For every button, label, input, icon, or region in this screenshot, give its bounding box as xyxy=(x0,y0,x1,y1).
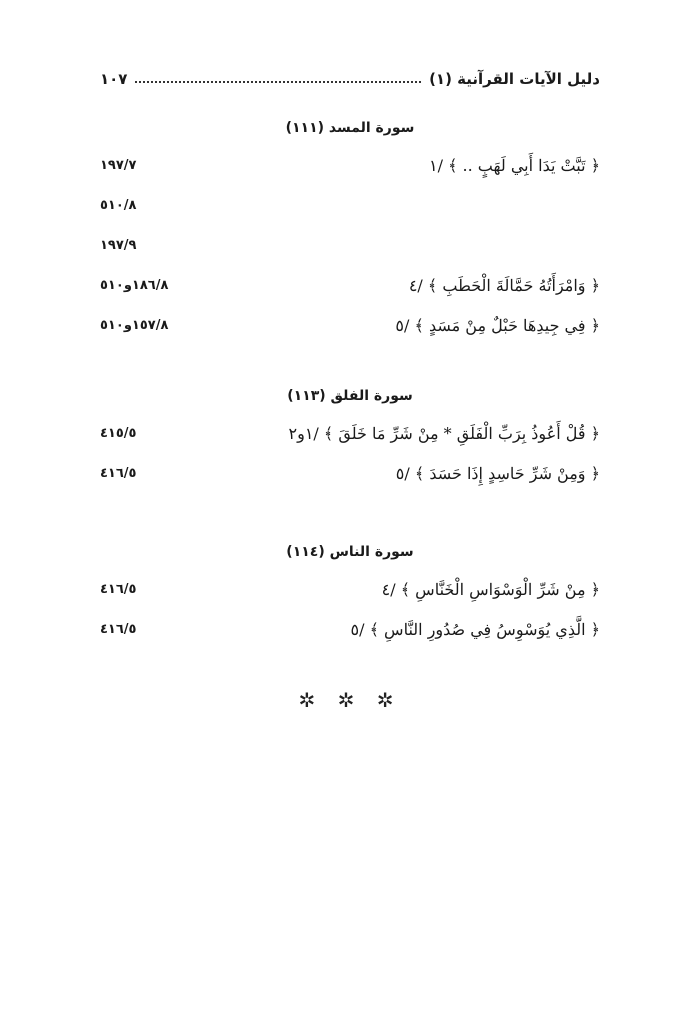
page-reference: ١٩٧/٧ xyxy=(100,158,137,173)
page-reference: ٥١٠/٨ xyxy=(100,198,137,213)
page-number: ١٠٧ xyxy=(100,70,128,88)
section-title: سورة المسد (١١١) xyxy=(285,120,415,136)
section-al-masad xyxy=(100,116,600,350)
index-entry xyxy=(100,574,600,614)
page-reference: ١٥٧/٨و٥١٠ xyxy=(100,318,169,333)
page-reference: ٤١٦/٥ xyxy=(100,466,137,481)
page-reference: ١٨٦/٨و٥١٠ xyxy=(100,278,169,293)
header-leader-dots xyxy=(135,81,421,83)
section-title: سورة الناس (١١٤) xyxy=(286,544,414,560)
index-entry xyxy=(100,418,600,458)
verse-text: ﴿ وَامْرَأَتُهُ حَمَّالَةَ الْحَطَبِ ﴾ /٤ xyxy=(408,276,600,295)
index-entry xyxy=(100,190,600,230)
page-reference: ٤١٦/٥ xyxy=(100,582,137,597)
section-al-falaq xyxy=(100,384,600,498)
section-an-nas xyxy=(100,540,600,654)
index-entry xyxy=(100,458,600,498)
section-title: سورة الفلق (١١٣) xyxy=(287,388,413,404)
verse-text: ﴿ مِنْ شَرِّ الْوَسْوَاسِ الْخَنَّاسِ ﴾ /٤ xyxy=(381,580,600,599)
verse-text: ﴿ قُلْ أَعُوذُ بِرَبِّ الْفَلَقِ * مِنْ شَرِّ مَا خَلَقَ ﴾ /١و٢ xyxy=(288,424,600,443)
index-entry xyxy=(100,310,600,350)
running-header xyxy=(100,62,600,88)
index-entry xyxy=(100,614,600,654)
verse-text: ﴿ الَّذِي يُوَسْوِسُ فِي صُدُورِ النَّاسِ ﴾ /٥ xyxy=(350,620,600,639)
header-title: دليل الآيات القرآنية (١) xyxy=(429,70,600,88)
verse-text: ﴿ تَبَّتْ يَدَا أَبِي لَهَبٍ .. ﴾ /١ xyxy=(429,156,600,175)
page-reference: ١٩٧/٩ xyxy=(100,238,137,253)
index-entry xyxy=(100,270,600,310)
index-entry xyxy=(100,230,600,270)
index-entry xyxy=(100,150,600,190)
page-reference: ٤١٥/٥ xyxy=(100,426,137,441)
end-ornament: ✲ ✲ ✲ xyxy=(298,688,402,712)
verse-text: ﴿ وَمِنْ شَرِّ حَاسِدٍ إِذَا حَسَدَ ﴾ /٥ xyxy=(395,464,600,483)
verse-text: ﴿ فِي جِيدِهَا حَبْلٌ مِنْ مَسَدٍ ﴾ /٥ xyxy=(395,316,600,335)
page-reference: ٤١٦/٥ xyxy=(100,622,137,637)
